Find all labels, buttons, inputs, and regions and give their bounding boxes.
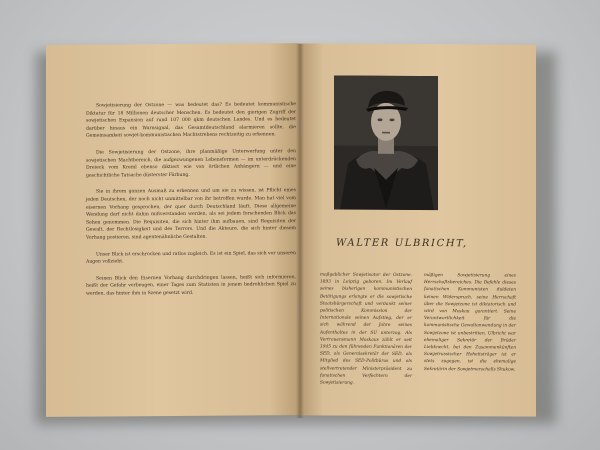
person-name: WALTER ULBRICHT,: [336, 237, 468, 250]
left-page: [46, 43, 300, 417]
paragraph-3: Sie in ihrem ganzen Ausmaß zu erkennen und um sie zu wissen, ist Pflicht eines jeden Deutschen, der noch nicht unmittelbar von ihr betroffen wurde. Man hat viel vom eisernen Vorhang gesprochen, der quer durch Deutschland läuft. Diese allgemeine Wendung darf nicht dahin mißverstanden werden, als sei jedem forschenden Blick das Sehen genommen. Die Requisiten, die sich hinter ihm aufbauen, sind Requisiten der Gewalt, der Rechtlosigkeit und des Terrors. Und die Akteure, die sich hinter diesem Vorhang postieren, sind agentenähnliche Gestalten.: [86, 188, 296, 241]
biography-column-2: [424, 272, 516, 388]
biography-text-1: maßgeblicher Sowjetisator der Ostzone. 1893 in Leipzig geboren. Im Verlauf seines bisherigen kommunistischen Betätigungs erlangte er die sowjetische Staatsbürgerschaft und verdankt seiner politischen Kommission der Internationale seinen Aufstieg, der er sich während der Jahre seines Aufenthaltes in der SU unterzog. Als Vertrauensmann Moskaus zählt er seit 1945 zu den führenden Funktionären der SED, als Generalsekretär der SED, als Mitglied des SED-Politbüros und als stellvertretender Ministerpräsident zu fanatischen Verfechtern der Sowjetisierung.: [320, 272, 412, 386]
booklet-spine: [296, 44, 304, 418]
staple-bottom: [299, 300, 301, 314]
biography-columns: [320, 271, 516, 387]
staple-top: [299, 120, 301, 134]
paragraph-5: Seinen Blick den Eisernen Vorhang durchdringen lassen, heißt sich informieren, heißt der Gefahr vorbeugen, einer Tages zum Statisten in jenem bedrohlichen Spiel zu werden, das hinter ihm in Szene gesetzt wird.: [86, 274, 296, 297]
biography-column-1: [320, 271, 412, 387]
paragraph-1: Sowjetisierung der Ostzone — was bedeutet das? Es bedeutet kommunistische Diktatur für 18 Millionen deutscher Menschen. Es bedeutet den gierigen Zugriff der sowjetischen Expansion auf rund 107 000 qkm deutschen Landes. Und es bedeutet darüber hinaus ein Warnsignal, das Gesamtdeutschland alarmieren sollte, die Gemeinsamkeit sowjet-kommunistischen Machtstrebens rechtzeitig zu erkennen.: [86, 102, 296, 139]
paragraph-4: Unser Blick ist erschrocken und ratlos zugleich. Es ist ein Spiel, das sich vor unseren Augen vollzieht.: [86, 250, 296, 265]
portrait-image: [334, 76, 438, 211]
right-page: [300, 43, 536, 416]
portrait-photo: [334, 76, 438, 211]
paragraph-2: Die Sowjetisierung der Ostzone, ihre planmäßige Unterwerfung unter den sowjetischen Machtbereich, die aufgezwungenen Lebensformen — im unterdrückenden Dreieck vom Kreml ebenso diktiert wie von örtlichen Anhängern — und eine geschichtliche Tatsache düsterster Färbung.: [86, 149, 296, 179]
left-page-text: [86, 101, 296, 307]
biography-text-2: mäßigen Sowjetisierung eines Herrschaftsbereiches. Die Befehle dieses fanatischen Kommunisten duldeten keinen Widerspruch, seine Herrschaft über die Sowjetzone ist diktatorisch und wird von Moskau garantiert. Seine Verantwortlichkeit für die kommunistische Gewaltanwendung in der Sowjetzone ist unbestritten. Ulbricht war ehemaliger Sekretär der Brüder Liebknecht, bei den Zusammenkünften Sowjetrussischer Hoheitsträger ist er stets zugegen, ist die ehemalige Sekretärin der Sowjetmarschalls Shukow.: [424, 273, 516, 373]
